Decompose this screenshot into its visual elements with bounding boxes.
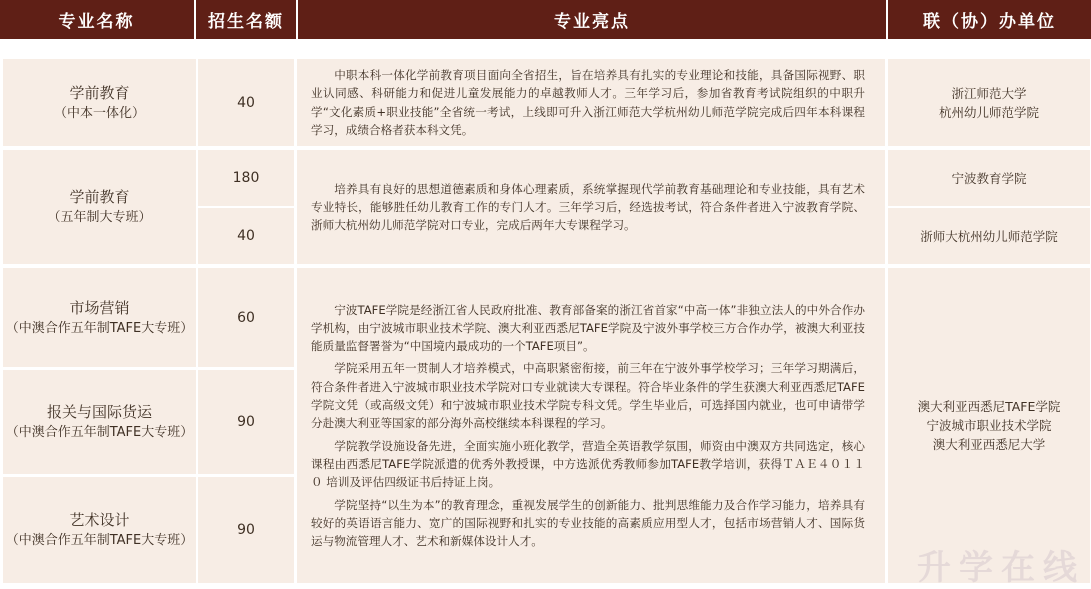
watermark-logo: 升学在线 [917, 548, 1085, 588]
partner-name: 浙师大杭州幼儿师范学院 [920, 228, 1058, 244]
highlight-cell [297, 150, 885, 264]
major-name: 学前教育 [69, 83, 130, 102]
table-row-major-cell [3, 150, 196, 264]
major-subtitle: （中澳合作五年制TAFE大专班） [5, 320, 194, 336]
major-subtitle: （中本一体化） [53, 105, 145, 121]
major-name: 艺术设计 [69, 511, 130, 529]
table-row-major-cell [3, 268, 196, 367]
major-subtitle: （中澳合作五年制TAFE大专班） [5, 425, 194, 440]
table-row-major-cell [3, 477, 196, 583]
major-subtitle: （五年制大专班） [47, 210, 152, 225]
table-header [0, 0, 1091, 39]
partner-name: 杭州幼儿师范学院 [938, 104, 1039, 120]
highlight-paragraph: 中职本科一体化学前教育项目面向全省招生，旨在培养具有扎实的专业理论和技能，具备国际视野、职业认同感、科研能力和促进儿童发展能力的卓越教师人才。三年学习后，参加省教育考试院组织的中职升学“文化素质+职业技能”全省统一考试，上线即可升入浙江师范大学杭州幼儿师范学院完成后四年本科课程学习，成绩合格者获本科文凭。 [311, 67, 865, 137]
header-partner: 联（协）办单位 [923, 12, 1056, 32]
partner-name: 浙江师范大学 [951, 85, 1027, 101]
highlight-paragraph: 学院采用五年一贯制人才培养模式，中高职紧密衔接，前三年在宁波外事学校学习；三年学习期满后，符合条件者进入宁波城市职业技术学院对口专业就读大专课程。符合毕业条件的学生获澳大利亚西悉尼TAFE学院文凭（或高级文凭）和宁波城市职业技术学院专科文凭。学生毕业后，可选择国内就业，也可申请带学分赴澳大利亚等国家的部分海外高校继续本科课程的学习。 [311, 361, 865, 431]
quota-cell: 180 [198, 150, 294, 206]
partner-name: 宁波城市职业技术学院 [926, 418, 1052, 433]
quota-cell: 90 [198, 477, 294, 583]
major-name: 市场营销 [69, 298, 130, 317]
quota-cell: 60 [198, 268, 294, 367]
header-highlight: 专业亮点 [554, 12, 630, 32]
partner-name: 宁波教育学院 [951, 170, 1027, 186]
highlight-cell [297, 59, 885, 146]
quota-cell: 90 [198, 370, 294, 474]
highlight-paragraph: 学院教学设施设备先进，全面实施小班化教学，营造全英语教学氛围，师资由中澳双方共同选定，核心课程由西悉尼TAFE学院派遣的优秀外教授课，中方选派优秀教师参加TAFE教学培训，获得ＴＡＥ４０１１０ 培训及评估四级证书后持证上岗。 [311, 438, 865, 490]
partner-cell [888, 150, 1090, 206]
major-subtitle: （中澳合作五年制TAFE大专班） [5, 533, 194, 548]
major-name: 报关与国际货运 [46, 403, 152, 421]
partner-name: 澳大利亚西悉尼大学 [932, 437, 1046, 452]
partner-cell [888, 208, 1090, 264]
highlight-paragraph: 宁波TAFE学院是经浙江省人民政府批准、教育部备案的浙江省首家“中高一体”非独立法人的中外合作办学机构，由宁波城市职业技术学院、澳大利亚西悉尼TAFE学院及宁波外事学校三方合作办学，被澳大利亚技能质量监督署誉为“中国境内最成功的一个TAFE项目”。 [311, 302, 865, 354]
major-name: 学前教育 [69, 188, 130, 206]
highlight-paragraph: 培养具有良好的思想道德素质和身体心理素质，系统掌握现代学前教育基础理论和专业技能，具有艺术专业特长，能够胜任幼儿教育工作的专门人才。三年学习后，经选拔考试，符合条件者进入宁波教育学院、浙师大杭州幼儿师范学院对口专业，完成后两年大专课程学习。 [311, 181, 865, 233]
partner-cell-tafe [888, 268, 1090, 583]
header-quota: 招生名额 [208, 12, 284, 32]
table-row-major-cell [3, 59, 196, 146]
highlight-cell-tafe [297, 268, 885, 583]
table-row-major-cell [3, 370, 196, 474]
quota-cell: 40 [198, 59, 294, 146]
quota-cell: 40 [198, 208, 294, 264]
partner-cell [888, 59, 1090, 146]
highlight-paragraph: 学院坚持“以生为本”的教育理念，重视发展学生的创新能力、批判思维能力及合作学习能力，培养具有较好的英语语言能力、宽广的国际视野和扎实的专业技能的高素质应用型人才，包括市场营销人才、国际货运与物流管理人才、艺术和新媒体设计人才。 [311, 497, 865, 549]
header-major-name: 专业名称 [58, 12, 135, 32]
partner-name: 澳大利亚西悉尼TAFE学院 [917, 399, 1061, 414]
